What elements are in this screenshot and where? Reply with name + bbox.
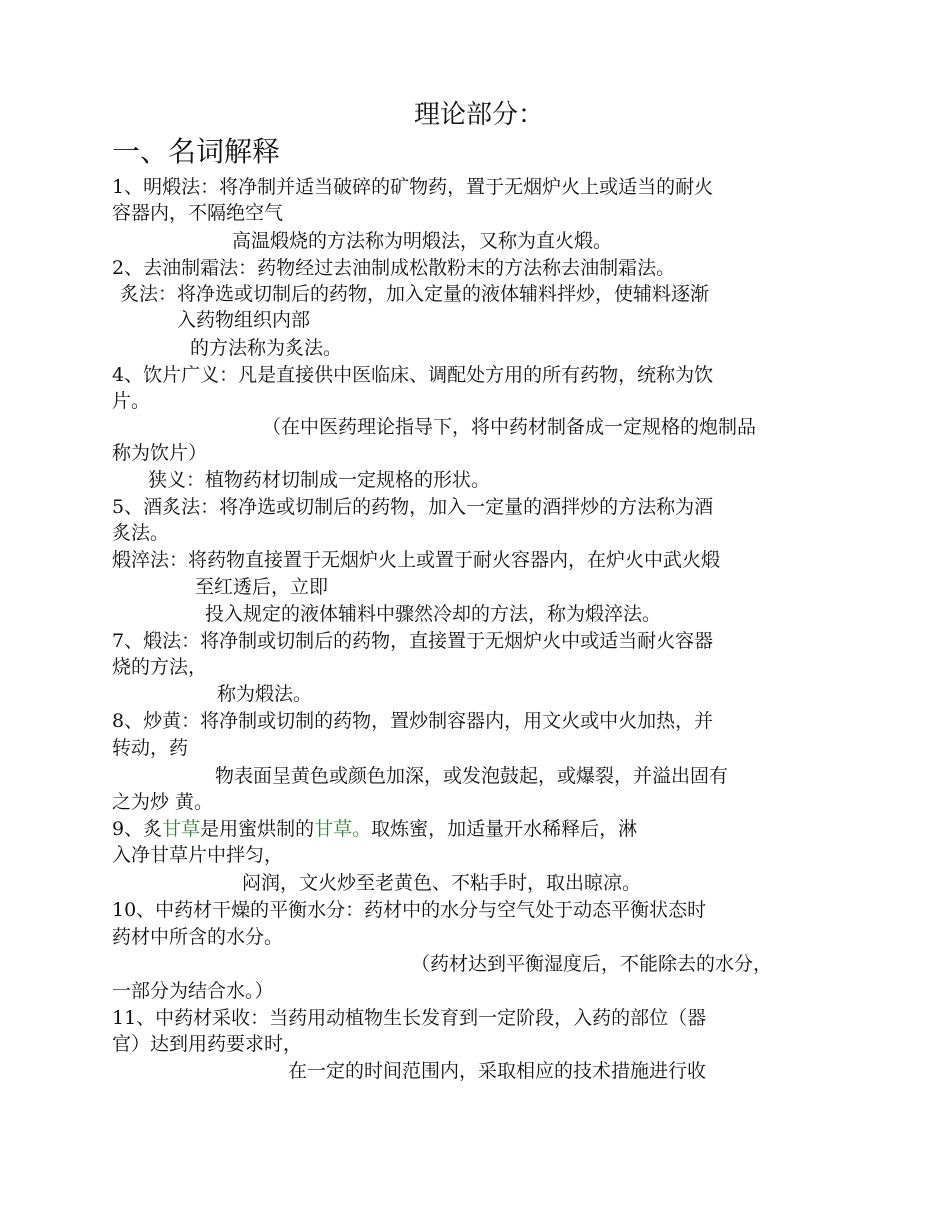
- text-line: 称为饮片）: [112, 442, 208, 464]
- text-line: 片。: [112, 390, 151, 412]
- text-line: 物表面呈黄色或颜色加深，或发泡鼓起，或爆裂，并溢出固有: [215, 765, 729, 787]
- text-line: 药材中所含的水分。: [112, 926, 284, 948]
- text-line: 高温煅烧的方法称为明煅法，又称为直火煅。: [232, 230, 613, 252]
- text-line: 炙法。: [112, 522, 170, 544]
- text-line: 8、炒黄：将净制或切制的药物，置炒制容器内，用文火或中火加热，并: [112, 710, 714, 732]
- text-line: 称为煅法。: [217, 683, 313, 705]
- text-line: 转动，药: [112, 737, 189, 759]
- text-line: 在一定的时间范围内，采取相应的技术措施进行收: [288, 1060, 707, 1082]
- text-line: 5、酒炙法：将净选或切制后的药物，加入一定量的酒拌炒的方法称为酒: [112, 496, 714, 518]
- text-line: 入药物组织内部: [177, 309, 311, 331]
- text-line: 闷润，文火炒至老黄色、不粘手时，取出晾凉。: [242, 872, 642, 894]
- text-line: 之为炒 黄。: [112, 791, 214, 813]
- gancao-link[interactable]: 甘草。: [314, 818, 372, 840]
- text-line-with-links: [112, 820, 637, 839]
- text-line: （药材达到平衡湿度后，不能除去的水分，: [411, 953, 773, 975]
- text-segment: 是用蜜烘制的: [200, 818, 315, 840]
- text-line: 11、中药材采收：当药用动植物生长发育到一定阶段，入药的部位（器: [112, 1007, 707, 1029]
- text-line: 容器内，不隔绝空气: [112, 202, 284, 224]
- text-line: 7、煅法：将净制或切制后的药物，直接置于无烟炉火中或适当耐火容器: [112, 630, 714, 652]
- gancao-link[interactable]: 甘草: [162, 818, 201, 840]
- text-segment: 取炼蜜，加适量开水稀释后，淋: [371, 818, 638, 840]
- text-line: 一部分为结合水。）: [112, 980, 274, 1002]
- page-title: 理论部分：: [414, 100, 545, 130]
- text-line: （在中医药理论指导下，将中药材制备成一定规格的炮制品: [262, 416, 757, 438]
- text-line: 狭义：植物药材切制成一定规格的形状。: [148, 469, 491, 491]
- text-line: 1、明煅法：将净制并适当破碎的矿物药，置于无烟炉火上或适当的耐火: [112, 176, 714, 198]
- text-line: 煅淬法：将药物直接置于无烟炉火上或置于耐火容器内，在炉火中武火煅: [112, 549, 721, 571]
- text-line: 官）达到用药要求时，: [112, 1033, 303, 1055]
- section-heading: 一、名词解释: [112, 135, 281, 168]
- text-line: 至红透后，立即: [195, 576, 329, 598]
- text-line: 4、饮片广义：凡是直接供中医临床、调配处方用的所有药物，统称为饮: [112, 364, 714, 386]
- text-line: 2、去油制霜法：药物经过去油制成松散粉末的方法称去油制霜法。: [112, 257, 676, 279]
- text-line: 烧的方法，: [112, 656, 208, 678]
- text-line: 10、中药材干燥的平衡水分：药材中的水分与空气处于动态平衡状态时: [112, 899, 707, 921]
- text-line: 的方法称为炙法。: [190, 337, 343, 359]
- text-line: 投入规定的液体辅料中骤然冷却的方法，称为煅淬法。: [205, 603, 662, 625]
- text-segment: 9、炙: [112, 818, 163, 840]
- text-line: 入净甘草片中拌匀，: [112, 844, 284, 866]
- text-line: 炙法：将净选或切制后的药物，加入定量的液体辅料拌炒，使辅料逐渐: [120, 283, 710, 305]
